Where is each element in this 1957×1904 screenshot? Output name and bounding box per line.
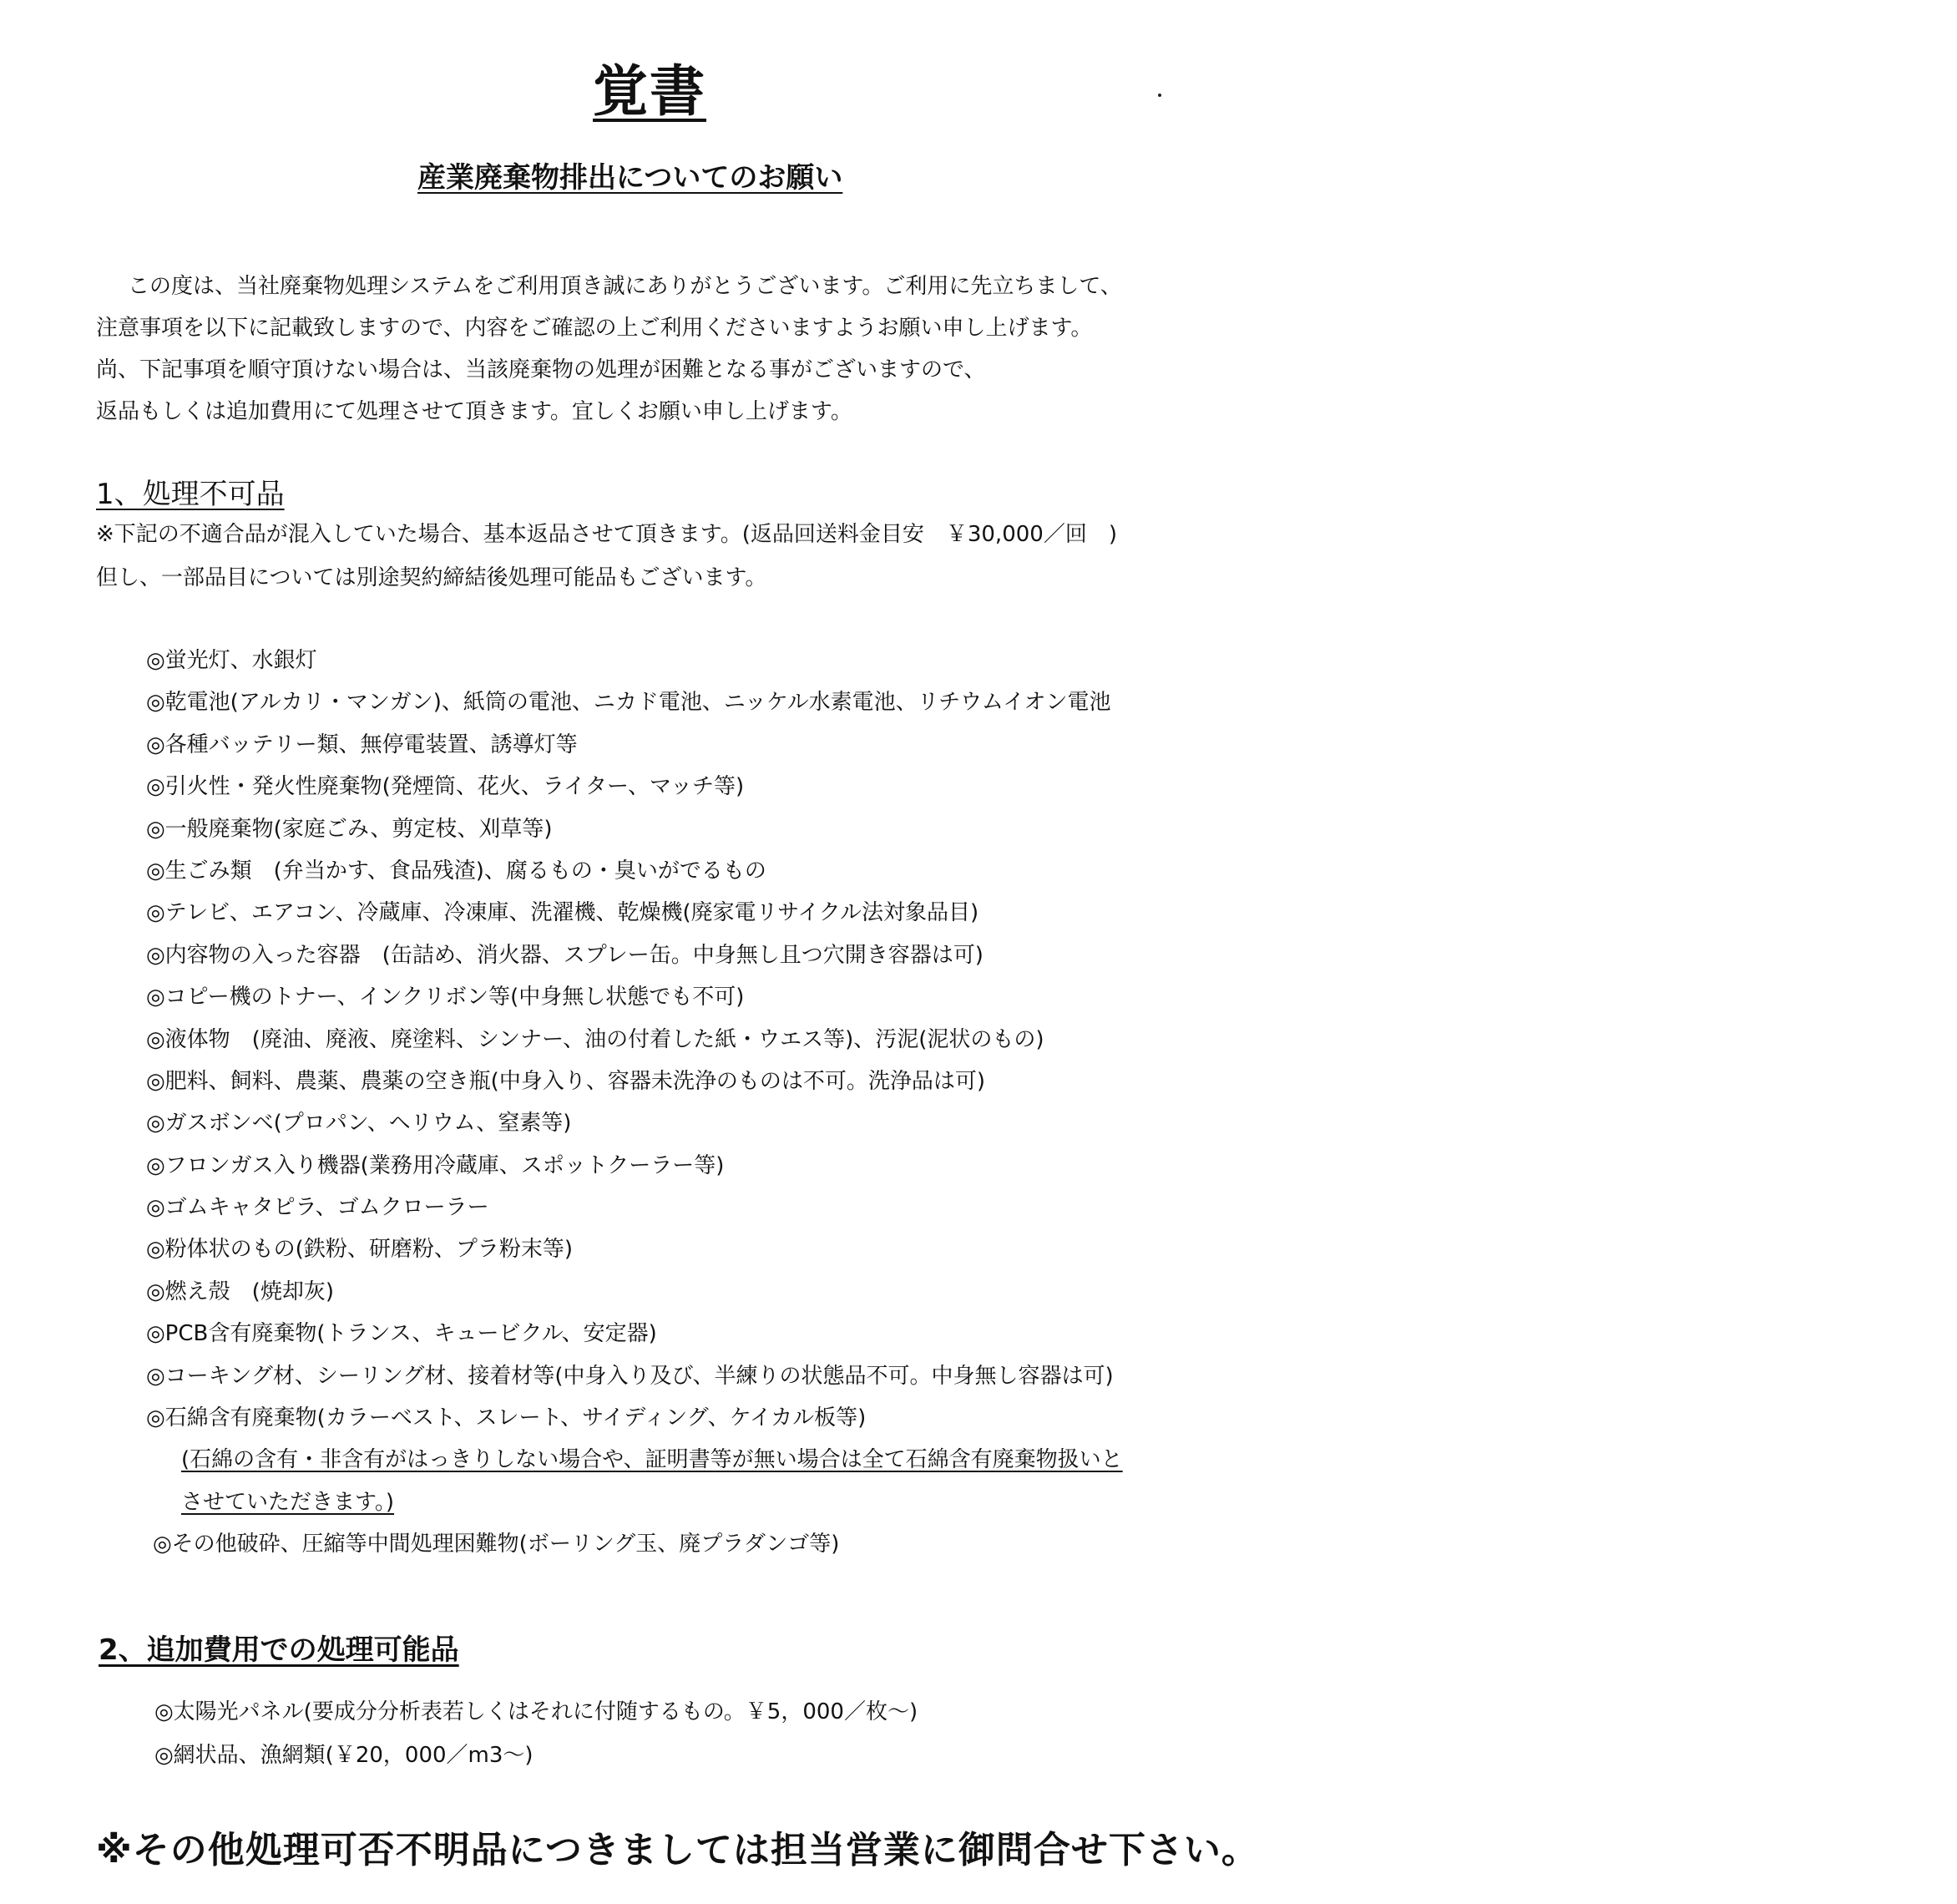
list-item: ◎各種バッテリー類、無停電装置、誘導灯等	[146, 732, 578, 757]
scan-speck	[1158, 94, 1161, 97]
list-item: ◎フロンガス入り機器(業務用冷蔵庫、スポットクーラー等)	[146, 1152, 725, 1178]
list-item: ◎乾電池(アルカリ・マンガン)、紙筒の電池、ニカド電池、ニッケル水素電池、リチウムイオン電池	[146, 690, 1111, 716]
section-1-note: ※下記の不適合品が混入していた場合、基本返品させて頂きます。(返品回送料金目安 ￥30,000／回 )	[96, 522, 1117, 547]
list-item: ◎網状品、漁網類(￥20，000／m3～)	[154, 1743, 533, 1768]
section-2-heading: 2、追加費用での処理可能品	[99, 1633, 459, 1667]
list-item: ◎PCB含有廃棄物(トランス、キュービクル、安定器)	[146, 1321, 657, 1347]
section-1-note: 但し、一部品目については別途契約締結後処理可能品もございます。	[96, 565, 767, 590]
list-item: ◎内容物の入った容器 (缶詰め、消火器、スプレー缶。中身無し且つ穴開き容器は可)	[146, 942, 984, 968]
section-1-heading: 1、処理不可品	[96, 478, 285, 511]
list-item: ◎蛍光灯、水銀灯	[146, 648, 317, 673]
closing-note: ※その他処理可否不明品につきましては担当営業に御問合せ下さい。	[96, 1829, 1259, 1871]
intro-line: 注意事項を以下に記載致しますので、内容をご確認の上ご利用くださいますようお願い申し上げます。	[96, 316, 1093, 341]
list-item: ◎コーキング材、シーリング材、接着材等(中身入り及び、半練りの状態品不可。中身無し容器は可)	[146, 1363, 1114, 1389]
intro-paragraph	[96, 266, 1122, 433]
document-subtitle: 産業廃棄物排出についてのお願い	[417, 161, 843, 195]
non-processable-items-list	[146, 640, 1123, 1566]
list-item: ◎液体物 (廃油、廃液、廃塗料、シンナー、油の付着した紙・ウエス等)、汚泥(泥状のもの)	[146, 1026, 1044, 1052]
list-item: ◎粉体状のもの(鉄粉、研磨粉、プラ粉末等)	[146, 1237, 573, 1263]
list-item: ◎ゴムキャタピラ、ゴムクローラー	[146, 1195, 489, 1221]
list-item: ◎肥料、飼料、農薬、農薬の空き瓶(中身入り、容器未洗浄のものは不可。洗浄品は可)	[146, 1068, 985, 1094]
section-1-notes	[96, 513, 1117, 600]
list-item: ◎一般廃棄物(家庭ごみ、剪定枝、刈草等)	[146, 816, 553, 842]
list-item: ◎テレビ、エアコン、冷蔵庫、冷凍庫、洗濯機、乾燥機(廃家電リサイクル法対象品目)	[146, 900, 979, 926]
intro-line: この度は、当社廃棄物処理システムをご利用頂き誠にありがとうございます。ご利用に先立ちまして、	[128, 274, 1122, 299]
list-item: ◎燃え殻 (焼却灰)	[146, 1279, 334, 1304]
intro-line: 返品もしくは追加費用にて処理させて頂きます。宜しくお願い申し上げます。	[96, 399, 852, 424]
additional-fee-items-list	[154, 1690, 918, 1777]
list-item: ◎コピー機のトナー、インクリボン等(中身無し状態でも不可)	[146, 985, 745, 1010]
list-item: ◎ガスボンベ(プロパン、ヘリウム、窒素等)	[146, 1111, 572, 1137]
document-title: 覚書	[593, 59, 706, 124]
list-item: ◎石綿含有廃棄物(カラーベスト、スレート、サイディング、ケイカル板等)	[146, 1405, 867, 1431]
list-item: ◎その他破砕、圧縮等中間処理困難物(ボーリング玉、廃プラダンゴ等)	[153, 1532, 840, 1557]
asbestos-note-line: (石綿の含有・非含有がはっきりしない場合や、証明書等が無い場合は全て石綿含有廃棄物扱いと	[181, 1447, 1123, 1473]
list-item: ◎太陽光パネル(要成分分析表若しくはそれに付随するもの。￥5，000／枚～)	[154, 1699, 918, 1724]
intro-line: 尚、下記事項を順守頂けない場合は、当該廃棄物の処理が困難となる事がございますので、	[96, 357, 986, 382]
list-item: ◎生ごみ類 (弁当かす、食品残渣)、腐るもの・臭いがでるもの	[146, 858, 766, 884]
asbestos-note-line: させていただきます。)	[181, 1489, 395, 1515]
list-item: ◎引火性・発火性廃棄物(発煙筒、花火、ライター、マッチ等)	[146, 774, 745, 800]
